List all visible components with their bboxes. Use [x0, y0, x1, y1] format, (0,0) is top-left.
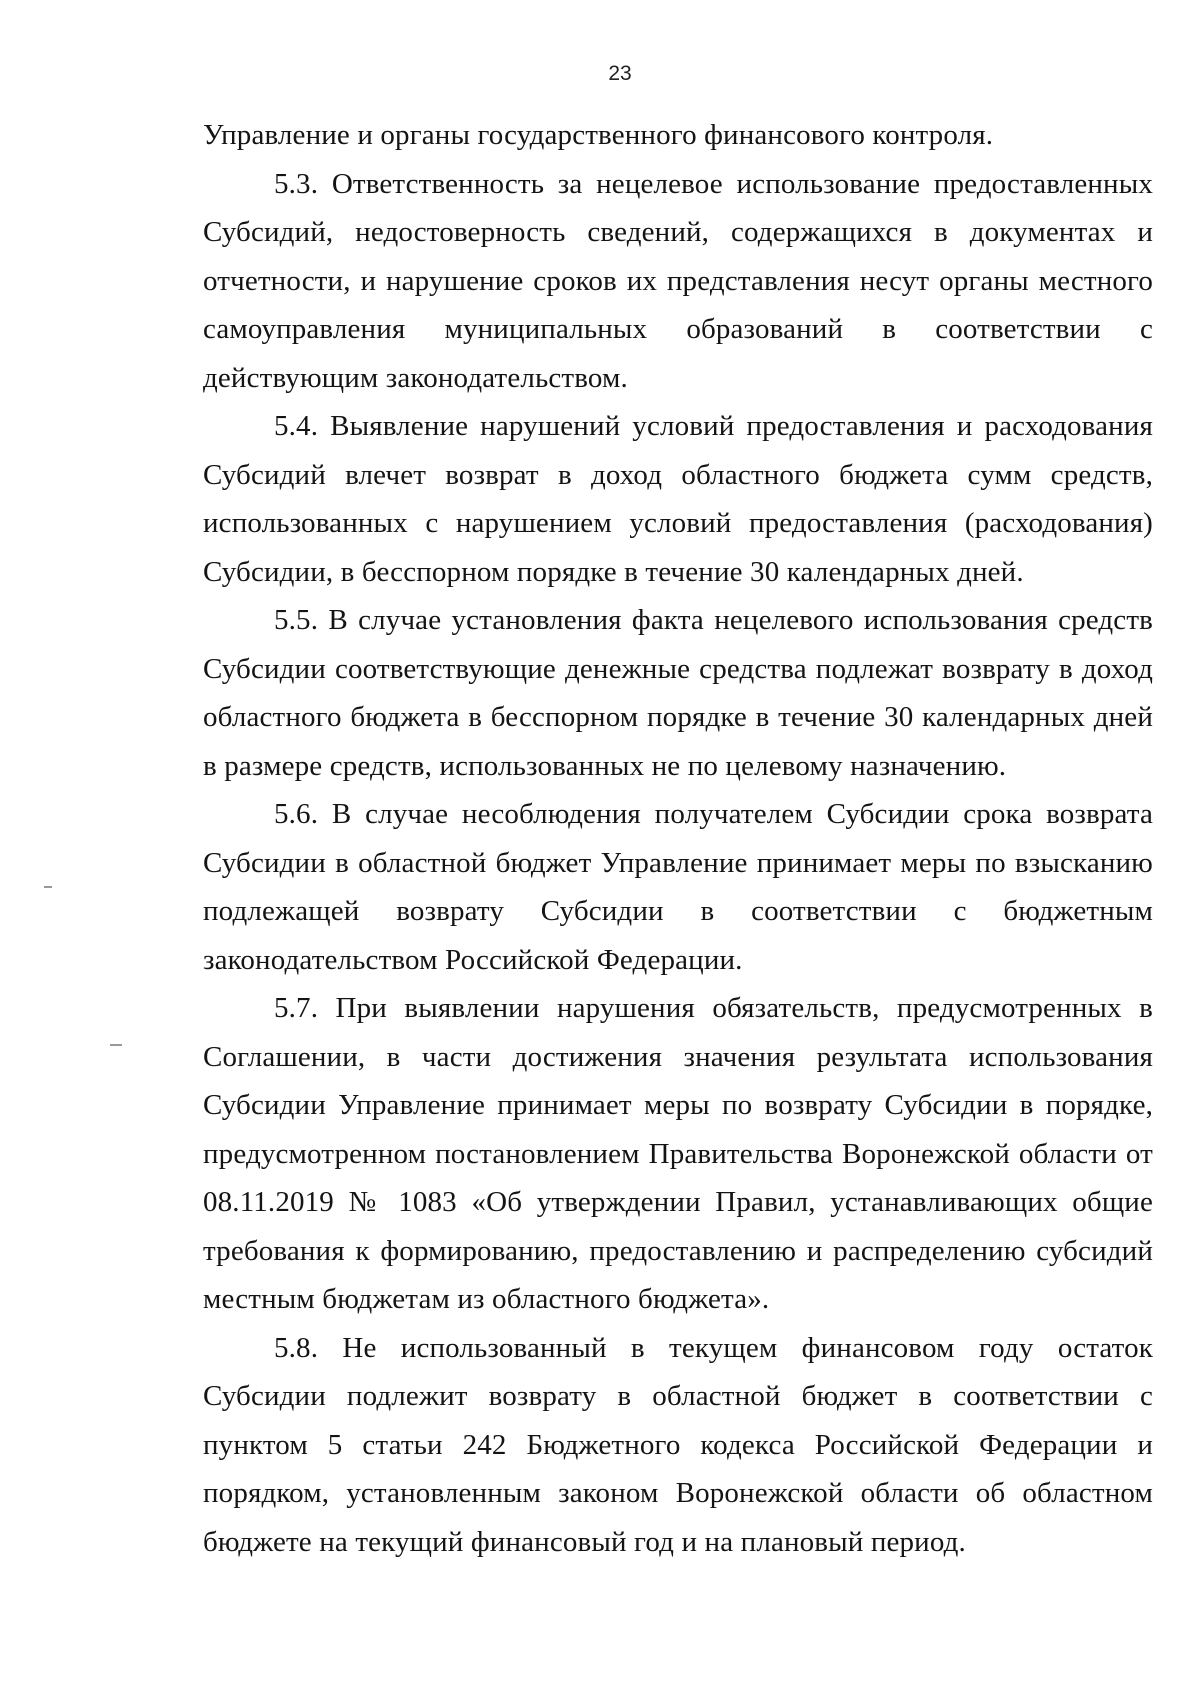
paragraph-5-8: 5.8. Не использованный в текущем финансовом году остаток Субсидии подлежит возврату в областной бюджет в соответствии с пунктом 5 статьи 242 Бюджетного кодекса Российской Федерации и порядком, установленным законом Воронежской области об областном бюджете на текущий финансовый год и на плановый период. — [203, 1331, 1153, 1558]
paragraph-5-5: 5.5. В случае установления факта нецелевого использования средств Субсидии соответствующие денежные средства подлежат возврату в доход областного бюджета в бесспорном порядке в течение 30 календарных дней в размере средств, использованных не по целевому назначению. — [203, 604, 1153, 782]
page-number: 23 — [608, 62, 632, 85]
paragraph-5-6: 5.6. В случае несоблюдения получателем Субсидии срока возврата Субсидии в областной бюджет Управление принимает меры по взысканию подлежащей возврату Субсидии в соответствии с бюджетным законодательством Российской Федерации. — [203, 798, 1153, 976]
scan-mark — [110, 1044, 122, 1046]
document-body — [203, 111, 1153, 1566]
paragraph-5-3: 5.3. Ответственность за нецелевое использование предоставленных Субсидий, недостоверность сведений, содержащихся в документах и отчетности, и нарушение сроков их представления несут органы местного самоуправления муниципальных образований в соответствии с действующим законодательством. — [203, 167, 1153, 394]
paragraph-5-7: 5.7. При выявлении нарушения обязательств, предусмотренных в Соглашении, в части достижения значения результата использования Субсидии Управление принимает меры по возврату Субсидии в порядке, предусмотренном постановлением Правительства Воронежской области от 08.11.2019 № 1083 «Об утверждении Правил, устанавливающих общие требования к формированию, предоставлению и распределению субсидий местным бюджетам из областного бюджета». — [203, 992, 1153, 1315]
scan-mark — [44, 886, 52, 888]
paragraph-5-4: 5.4. Выявление нарушений условий предоставления и расходования Субсидий влечет возврат в доход областного бюджета сумм средств, использованных с нарушением условий предоставления (расходования) Субсидии, в бесспорном порядке в течение 30 календарных дней. — [203, 410, 1153, 588]
paragraph-continuation: Управление и органы государственного финансового контроля. — [203, 119, 994, 151]
